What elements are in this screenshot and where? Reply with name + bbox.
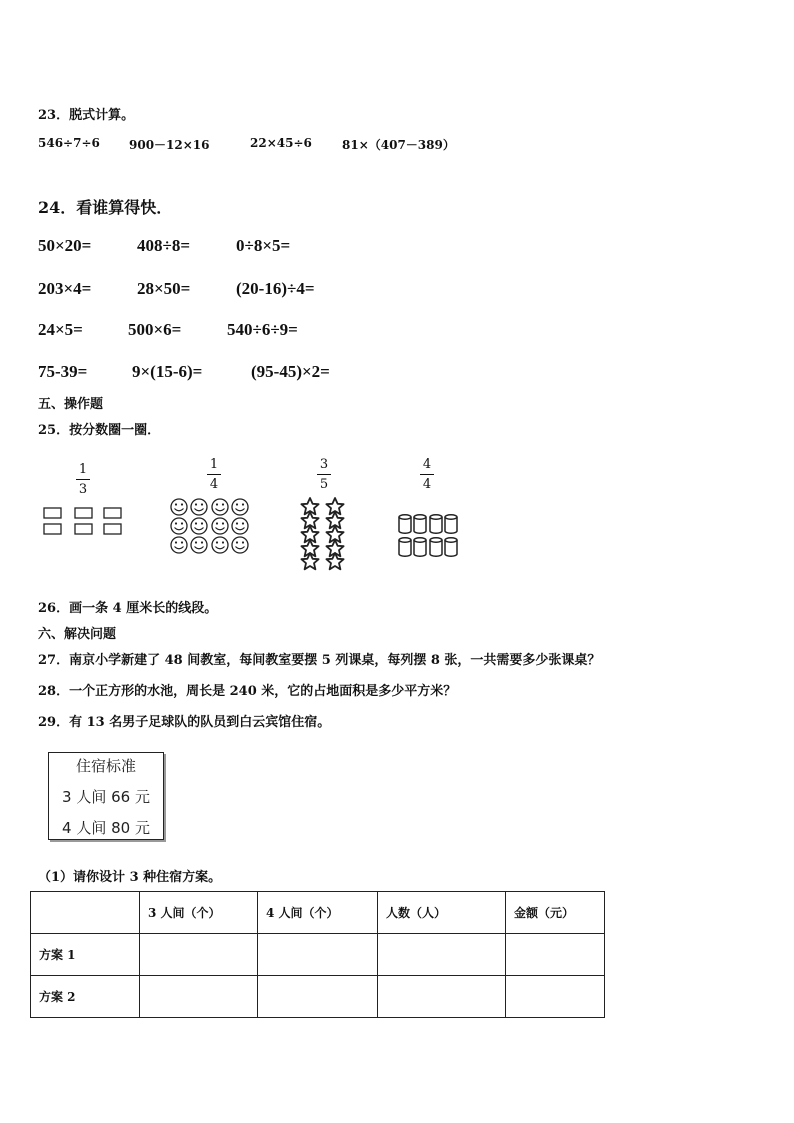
plan-table xyxy=(30,891,605,1018)
fraction-bar xyxy=(76,479,90,480)
q23-item: 22×45÷6 xyxy=(250,136,312,150)
fraction-label xyxy=(73,462,93,497)
table-cell[interactable] xyxy=(506,976,605,1018)
table-cell[interactable] xyxy=(378,976,506,1018)
cylinder-icon xyxy=(430,515,442,533)
smiley-group xyxy=(168,497,252,557)
cylinder-icon xyxy=(445,538,457,556)
rectangle-icon xyxy=(44,524,61,534)
q24-expr: 203×4= xyxy=(38,279,92,298)
rectangle-icon xyxy=(75,508,92,518)
q23-item: 81×（407－389） xyxy=(342,138,455,152)
table-cell: 方案 2 xyxy=(31,976,140,1018)
fraction-numerator: 1 xyxy=(78,462,88,477)
smiley-face-icon xyxy=(232,537,248,553)
smiley-face-icon xyxy=(171,518,187,534)
rectangle-icon xyxy=(104,508,121,518)
q23-item: 546÷7÷6 xyxy=(38,136,100,150)
cylinder-icon xyxy=(430,538,442,556)
smiley-face-icon xyxy=(232,499,248,515)
fraction-denominator: 4 xyxy=(422,477,432,492)
cylinder-icon xyxy=(414,515,426,533)
cylinder-icon xyxy=(414,538,426,556)
q25-title: 25．按分数圈一圈． xyxy=(38,423,161,438)
rectangle-icon xyxy=(75,524,92,534)
q24-expr: (95-45)×2= xyxy=(251,362,330,381)
cylinder-icon xyxy=(445,515,457,533)
q26-text: 26．画一条 4 厘米长的线段。 xyxy=(38,601,218,616)
table-header-cell: 人数（人） xyxy=(378,892,506,934)
table-header-cell: 4 人间（个） xyxy=(258,892,378,934)
table-cell[interactable] xyxy=(140,934,258,976)
fraction-denominator: 3 xyxy=(78,482,88,497)
q24-expr: 28×50= xyxy=(137,279,191,298)
fraction-numerator: 4 xyxy=(422,457,432,472)
fraction-bar xyxy=(420,474,434,475)
smiley-face-icon xyxy=(191,537,207,553)
fraction-label xyxy=(314,457,334,492)
standard-rate: 3 人间 66 元 xyxy=(62,788,150,806)
table-row xyxy=(31,976,605,1018)
smiley-face-icon xyxy=(171,499,187,515)
table-cell[interactable] xyxy=(258,976,378,1018)
sub-question-1: （1）请你设计 3 种住宿方案。 xyxy=(38,870,222,885)
q24-expr: 75-39= xyxy=(38,362,88,381)
q29-text: 29．有 13 名男子足球队的队员到白云宾馆住宿。 xyxy=(38,715,331,730)
q28-text: 28．一个正方形的水池，周长是 240 米，它的占地面积是多少平方米？ xyxy=(38,684,457,699)
cylinder-group xyxy=(396,512,462,560)
rectangle-icon xyxy=(104,524,121,534)
table-cell[interactable] xyxy=(378,934,506,976)
fraction-bar xyxy=(207,474,221,475)
fraction-bar xyxy=(317,474,331,475)
fraction-denominator: 5 xyxy=(319,477,329,492)
q23-title: 23．脱式计算。 xyxy=(38,108,135,123)
table-header-row xyxy=(31,892,605,934)
table-row xyxy=(31,934,605,976)
table-cell[interactable] xyxy=(506,934,605,976)
q24-title: 24．看谁算得快． xyxy=(38,198,173,217)
smiley-face-icon xyxy=(212,537,228,553)
table-header-cell: 金额（元） xyxy=(506,892,605,934)
table-cell: 方案 1 xyxy=(31,934,140,976)
cylinder-icon xyxy=(399,538,411,556)
q24-expr: (20-16)÷4= xyxy=(236,279,315,298)
q24-expr: 408÷8= xyxy=(137,236,191,255)
smiley-face-icon xyxy=(212,499,228,515)
fraction-numerator: 3 xyxy=(319,457,329,472)
smiley-face-icon xyxy=(232,518,248,534)
table-header-cell: 3 人间（个） xyxy=(140,892,258,934)
star-group xyxy=(296,496,352,572)
standard-title: 住宿标准 xyxy=(75,757,136,775)
q24-expr: 24×5= xyxy=(38,320,83,339)
q24-expr: 9×(15-6)= xyxy=(132,362,203,381)
q23-item: 900－12×16 xyxy=(129,138,210,152)
section-heading: 六、解决问题 xyxy=(38,627,117,642)
fraction-denominator: 4 xyxy=(209,477,219,492)
smiley-face-icon xyxy=(171,537,187,553)
accommodation-standard-box xyxy=(48,752,164,840)
q24-expr: 50×20= xyxy=(38,236,92,255)
rectangle-group xyxy=(40,503,124,539)
table-cell[interactable] xyxy=(258,934,378,976)
section-heading: 五、操作题 xyxy=(38,397,104,412)
smiley-face-icon xyxy=(191,518,207,534)
q24-expr: 540÷6÷9= xyxy=(227,320,298,339)
q24-expr: 0÷8×5= xyxy=(236,236,291,255)
cylinder-icon xyxy=(399,515,411,533)
fraction-label xyxy=(204,457,224,492)
table-cell[interactable] xyxy=(140,976,258,1018)
table-header-cell xyxy=(31,892,140,934)
fraction-numerator: 1 xyxy=(209,457,219,472)
rectangle-icon xyxy=(44,508,61,518)
standard-rate: 4 人间 80 元 xyxy=(62,819,150,837)
fraction-label xyxy=(417,457,437,492)
smiley-face-icon xyxy=(191,499,207,515)
q27-text: 27．南京小学新建了 48 间教室，每间教室要摆 5 列课桌，每列摆 8 张，一共需要多少张课桌？ xyxy=(38,653,601,668)
q24-expr: 500×6= xyxy=(128,320,182,339)
smiley-face-icon xyxy=(212,518,228,534)
